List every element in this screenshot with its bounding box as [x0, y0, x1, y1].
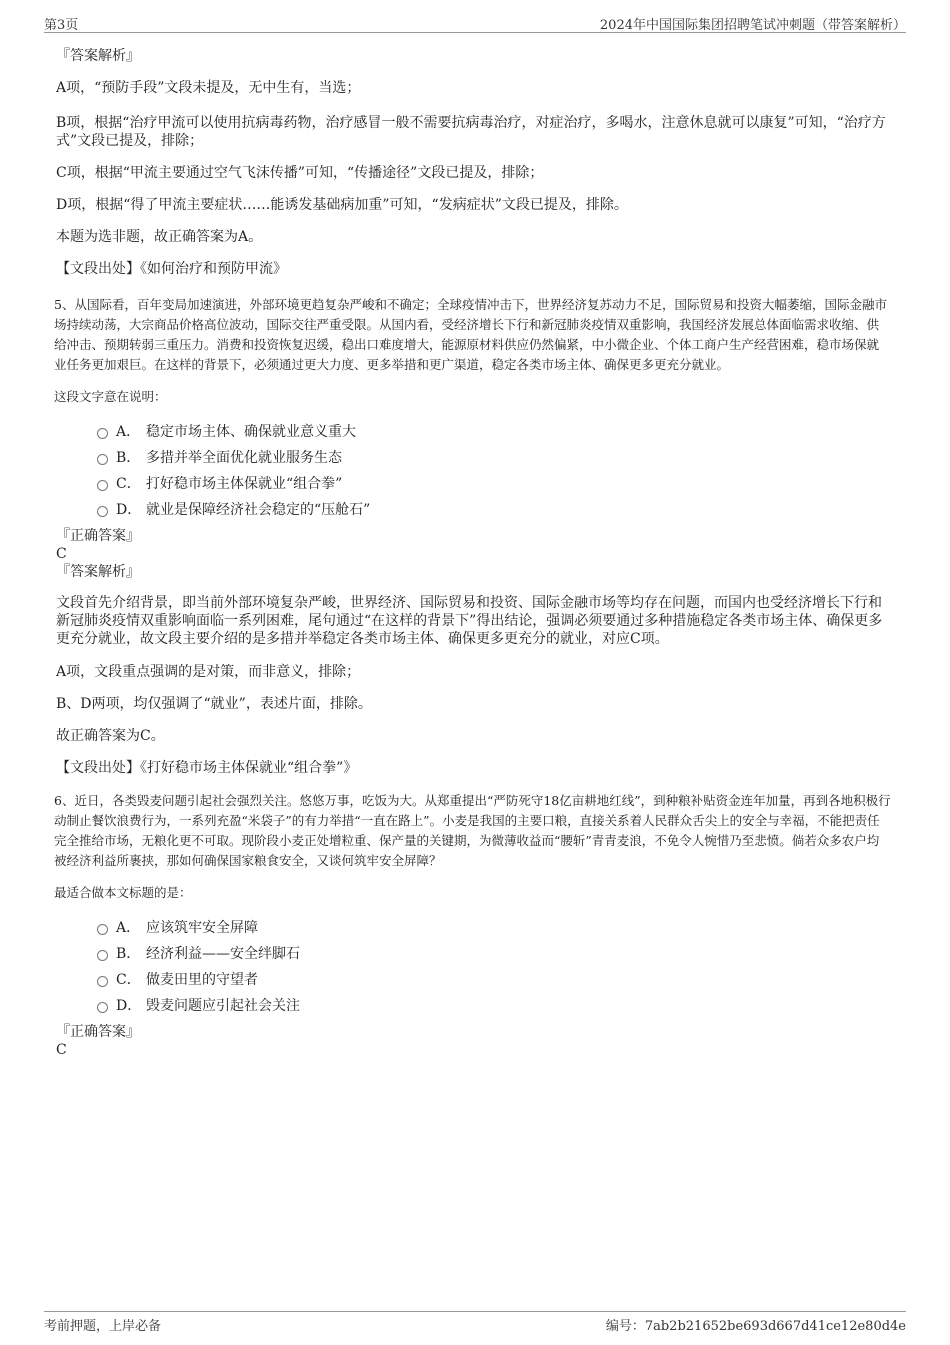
q6-correct-answer: C	[56, 1042, 67, 1058]
option-letter: D．	[116, 998, 142, 1014]
q4-option-d-analysis: D项，根据“得了甲流主要症状……能诱发基础病加重”可知，“发病症状”文段已提及，排除。	[56, 197, 628, 213]
q6-prompt: 最适合做本文标题的是：	[54, 885, 192, 900]
q5-correct-answer: C	[56, 546, 67, 562]
radio-icon[interactable]	[97, 506, 108, 517]
option-text: 就业是保障经济社会稳定的“压舱石”	[146, 502, 371, 518]
q5-explanation: 文段首先介绍背景，即当前外部环境复杂严峻，世界经济、国际贸易和投资、国际金融市场等均存在问题，而国内也受经济增长下行和新冠肺炎疫情双重影响面临一系列困难，尾句通过“在这样的背景下”得出结论，强调必须要通过多种措施稳定各类市场主体、确保更多更充分就业，故文段主要介绍的是多措并举稳定各类市场主体、确保更多更充分的就业，对应C项。	[56, 595, 883, 647]
q6-options	[56, 915, 891, 1019]
correct-answer-label: 『正确答案』	[56, 1024, 140, 1040]
q4-source: 【文段出处】《如何治疗和预防甲流》	[56, 261, 287, 277]
option-letter: A．	[116, 424, 141, 440]
document-code: 编号：7ab2b21652be693d667d41ce12e80d4e	[605, 1319, 906, 1334]
option-text: 经济利益——安全绊脚石	[146, 946, 300, 962]
option-text: 毁麦问题应引起社会关注	[146, 998, 300, 1014]
q6-question-stem: 6、近日，各类毁麦问题引起社会强烈关注。悠悠万事，吃饭为大。从郑重提出“严防死守18亿亩耕地红线”，到种粮补贴资金连年加量，再到各地积极行动制止餐饮浪费行为，一系列充盈“米袋子”的有力举措“一直在路上”。小麦是我国的主要口粮，直接关系着人民群众舌尖上的安全与幸福，不能把责任完全推给市场，无粮化更不可取。现阶段小麦正处增粒重、保产量的关键期，为微薄收益而“腰斩”青青麦浪，不免令人惋惜乃至悲愤。倘若众多农户均被经济利益所裹挟，那如何确保国家粮食安全，又谈何筑牢安全屏障？	[54, 793, 891, 868]
page-number: 第3页	[44, 18, 79, 33]
option-letter: C．	[116, 476, 141, 492]
q6-option-a[interactable]	[56, 915, 891, 941]
document-title: 2024年中国国际集团招聘笔试冲刺题（带答案解析）	[599, 18, 906, 33]
q5-source: 【文段出处】《打好稳市场主体保就业“组合拳”》	[56, 760, 358, 776]
radio-icon[interactable]	[97, 976, 108, 987]
q4-option-a-analysis: A项，“预防手段”文段未提及，无中生有，当选；	[56, 80, 361, 96]
option-letter: B．	[116, 450, 141, 466]
q6-option-d[interactable]	[56, 993, 891, 1019]
q5-option-bd-analysis: B、D两项，均仅强调了“就业”，表述片面，排除。	[56, 696, 372, 712]
radio-icon[interactable]	[97, 924, 108, 935]
option-text: 做麦田里的守望者	[146, 972, 258, 988]
q5-question-stem: 5、从国际看，百年变局加速演进，外部环境更趋复杂严峻和不确定；全球疫情冲击下，世界经济复苏动力不足，国际贸易和投资大幅萎缩，国际金融市场持续动荡，大宗商品价格高位波动，国际交往严重受限。从国内看，受经济增长下行和新冠肺炎疫情双重影响，我国经济发展总体面临需求收缩、供给冲击、预期转弱三重压力。消费和投资恢复迟缓，稳出口难度增大，能源原材料供应仍然偏紧，中小微企业、个体工商户生产经营困难，稳市场保就业任务更加艰巨。在这样的背景下，必须通过更大力度、更多举措和更广渠道，稳定各类市场主体、确保更多更充分就业。	[54, 297, 887, 372]
page-content	[56, 44, 891, 1059]
page-footer	[44, 1311, 906, 1334]
radio-icon[interactable]	[97, 480, 108, 491]
q5-option-a-analysis: A项，文段重点强调的是对策，而非意义，排除；	[56, 664, 361, 680]
option-letter: D．	[116, 502, 142, 518]
q4-conclusion: 本题为选非题，故正确答案为A。	[56, 229, 263, 245]
option-text: 打好稳市场主体保就业“组合拳”	[146, 476, 343, 492]
q5-conclusion: 故正确答案为C。	[56, 728, 165, 744]
q5-option-d[interactable]	[56, 497, 891, 523]
option-letter: B．	[116, 946, 141, 962]
q6-option-c[interactable]	[56, 967, 891, 993]
q5-option-c[interactable]	[56, 471, 891, 497]
page-header	[44, 12, 906, 33]
radio-icon[interactable]	[97, 950, 108, 961]
q5-option-a[interactable]	[56, 419, 891, 445]
q5-options	[56, 419, 891, 523]
q4-option-b-analysis: B项，根据“治疗甲流可以使用抗病毒药物，治疗感冒一般不需要抗病毒治疗，对症治疗，多喝水，注意休息就可以康复”可知，“治疗方式”文段已提及，排除；	[56, 115, 886, 149]
q6-option-b[interactable]	[56, 941, 891, 967]
option-text: 稳定市场主体、确保就业意义重大	[146, 424, 356, 440]
q5-option-b[interactable]	[56, 445, 891, 471]
analysis-label: 『答案解析』	[56, 48, 140, 64]
option-text: 多措并举全面优化就业服务生态	[146, 450, 342, 466]
q4-option-c-analysis: C项，根据“甲流主要通过空气飞沫传播”可知，“传播途径”文段已提及，排除；	[56, 165, 544, 181]
analysis-label: 『答案解析』	[56, 564, 140, 580]
radio-icon[interactable]	[97, 428, 108, 439]
option-letter: A．	[116, 920, 141, 936]
option-letter: C．	[116, 972, 141, 988]
correct-answer-label: 『正确答案』	[56, 528, 140, 544]
radio-icon[interactable]	[97, 454, 108, 465]
option-text: 应该筑牢安全屏障	[146, 920, 258, 936]
radio-icon[interactable]	[97, 1002, 108, 1013]
q5-prompt: 这段文字意在说明：	[54, 389, 167, 404]
footer-slogan: 考前押题，上岸必备	[44, 1319, 162, 1334]
